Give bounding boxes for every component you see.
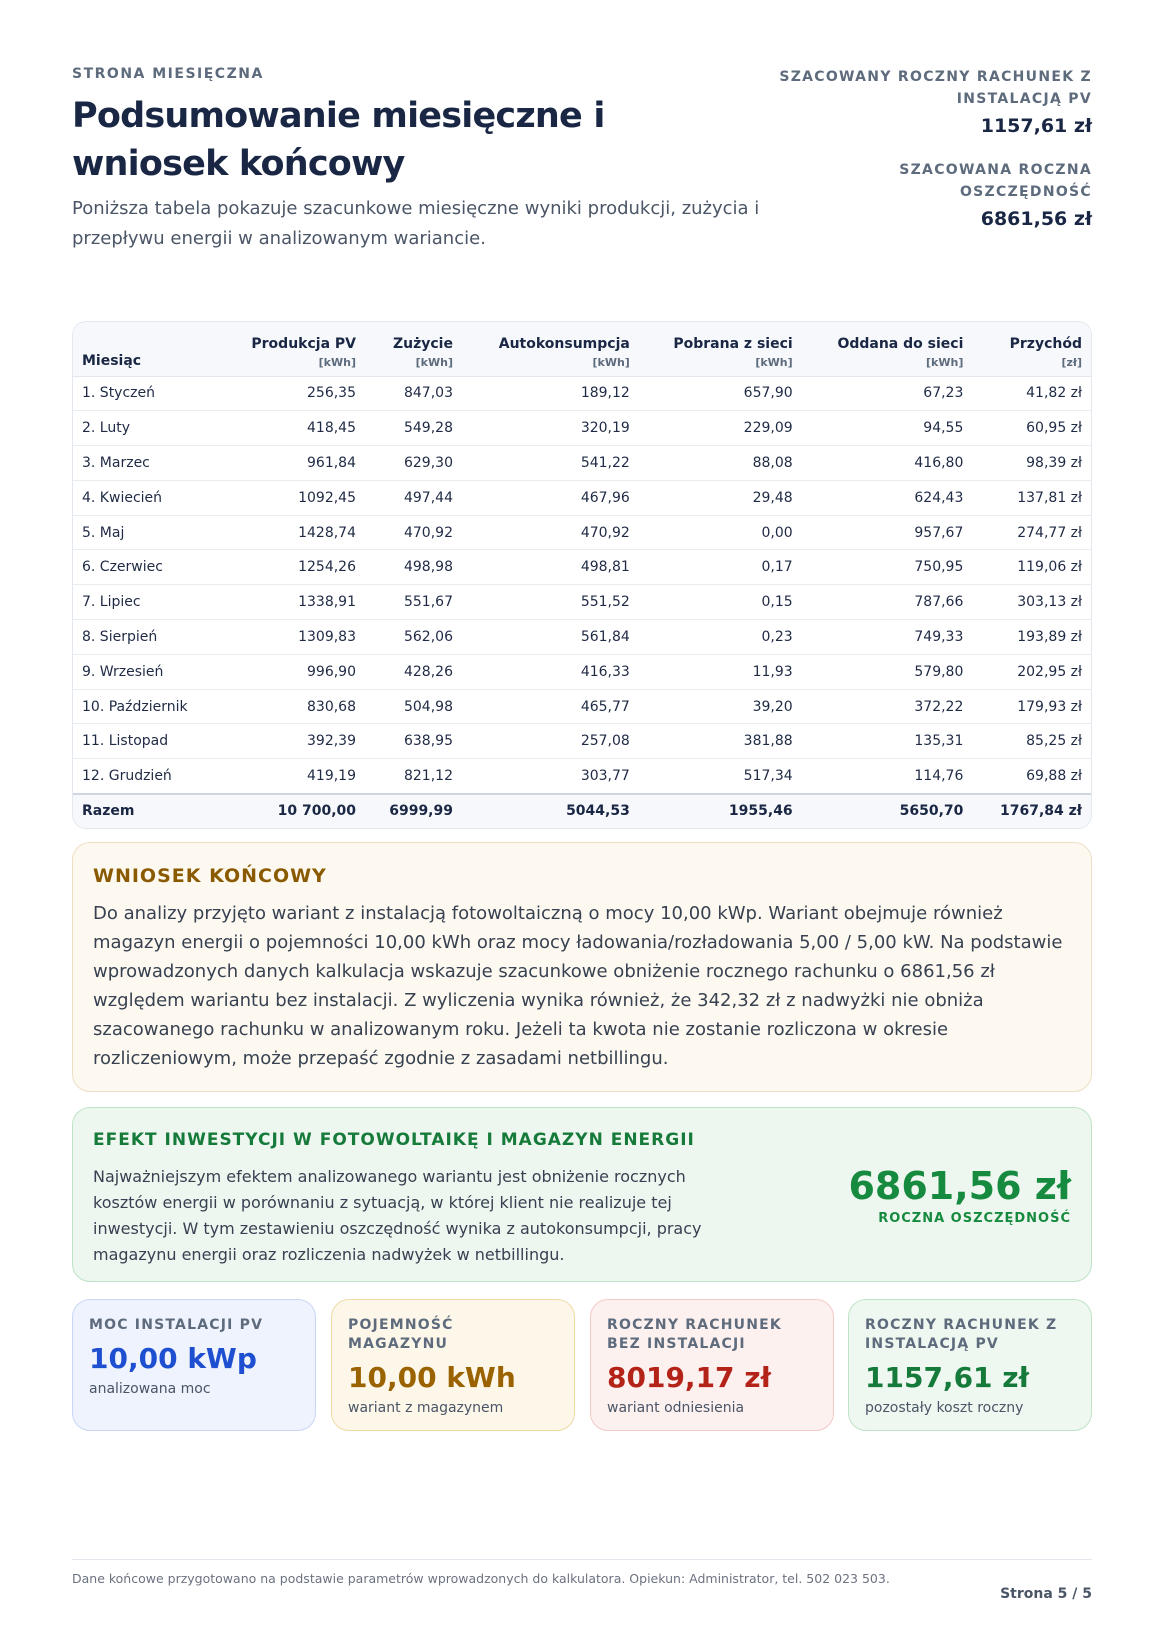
total-cell: 1955,46	[639, 794, 802, 828]
page-eyebrow: STRONA MIESIĘCZNA	[72, 66, 264, 82]
table-row	[73, 585, 1091, 620]
value-cell: 189,12	[462, 376, 639, 411]
kpi-card-pv-power	[72, 1299, 316, 1431]
value-cell: 88,08	[639, 446, 802, 481]
table-row	[73, 654, 1091, 689]
value-cell: 179,93 zł	[972, 689, 1091, 724]
column-header: Oddana do sieci [kWh]	[802, 322, 973, 376]
value-cell: 551,52	[462, 585, 639, 620]
value-cell: 41,82 zł	[972, 376, 1091, 411]
value-cell: 0,17	[639, 550, 802, 585]
table-row	[73, 689, 1091, 724]
effect-text: Najważniejszym efektem analizowanego wariantu jest obniżenie rocznych kosztów energii w porównaniu z sytuacją, w której klient nie realizuje tej inwestycji. W tym zestawieniu oszczędność wynika z autokonsumpcji, pracy magazynu energii oraz rozliczenia nadwyżek w netbillingu.	[93, 1167, 702, 1264]
footer-note: Dane końcowe przygotowano na podstawie parametrów wprowadzonych do kalkulatora. Opiekun: Administrator, tel. 502 023 503.	[72, 1571, 890, 1586]
value-cell: 657,90	[639, 376, 802, 411]
value-cell: 821,12	[365, 759, 462, 794]
effect-caption: ROCZNA OSZCZĘDNOŚĆ	[878, 1211, 1071, 1226]
value-cell: 94,55	[802, 411, 973, 446]
value-cell: 504,98	[365, 689, 462, 724]
column-header: Przychód [zł]	[972, 322, 1091, 376]
month-cell: 9. Wrzesień	[73, 654, 220, 689]
value-cell: 69,88 zł	[972, 759, 1091, 794]
page-title: Podsumowanie miesięczne i wniosek końcowy	[72, 96, 605, 184]
month-cell: 7. Lipiec	[73, 585, 220, 620]
kpi-card-storage	[331, 1299, 575, 1431]
kpi-caption: wariant z magazynem	[348, 1400, 504, 1416]
value-cell: 39,20	[639, 689, 802, 724]
value-cell: 303,13 zł	[972, 585, 1091, 620]
effect-highlight	[848, 1163, 1071, 1226]
table-row	[73, 550, 1091, 585]
table-row	[73, 411, 1091, 446]
kpi-label: POJEMNOŚĆ MAGAZYNU	[348, 1317, 454, 1352]
value-cell: 541,22	[462, 446, 639, 481]
value-cell: 98,39 zł	[972, 446, 1091, 481]
value-cell: 193,89 zł	[972, 620, 1091, 655]
kpi-caption: pozostały koszt roczny	[865, 1400, 1024, 1416]
annual-bill-label: SZACOWANY ROCZNY RACHUNEK Z INSTALACJĄ PV	[779, 69, 1092, 107]
value-cell: 562,06	[365, 620, 462, 655]
total-cell: 1767,84 zł	[972, 794, 1091, 828]
value-cell: 579,80	[802, 654, 973, 689]
value-cell: 750,95	[802, 550, 973, 585]
page	[72, 0, 1092, 1638]
page-number: Strona 5 / 5	[1000, 1586, 1092, 1602]
kpi-value: 8019,17 zł	[607, 1361, 771, 1394]
value-cell: 497,44	[365, 480, 462, 515]
page-subtitle: Poniższa tabela pokazuje szacunkowe miesięczne wyniki produkcji, zużycia i przepływu energii w analizowanym wariancie.	[72, 198, 760, 249]
kpi-value: 10,00 kWp	[89, 1342, 257, 1375]
kpi-label: MOC INSTALACJI PV	[89, 1317, 264, 1333]
kpi-value: 1157,61 zł	[865, 1361, 1029, 1394]
value-cell: 416,33	[462, 654, 639, 689]
value-cell: 137,81 zł	[972, 480, 1091, 515]
table-row	[73, 515, 1091, 550]
total-cell: 10 700,00	[220, 794, 365, 828]
kpi-value: 10,00 kWh	[348, 1361, 516, 1394]
month-cell: 1. Styczeń	[73, 376, 220, 411]
value-cell: 551,67	[365, 585, 462, 620]
value-cell: 60,95 zł	[972, 411, 1091, 446]
value-cell: 996,90	[220, 654, 365, 689]
value-cell: 229,09	[639, 411, 802, 446]
value-cell: 257,08	[462, 724, 639, 759]
table-row	[73, 724, 1091, 759]
value-cell: 549,28	[365, 411, 462, 446]
kpi-caption: analizowana moc	[89, 1381, 211, 1397]
month-cell: 11. Listopad	[73, 724, 220, 759]
month-cell: 12. Grudzień	[73, 759, 220, 794]
value-cell: 418,45	[220, 411, 365, 446]
column-header: Autokonsumpcja [kWh]	[462, 322, 639, 376]
table-row	[73, 759, 1091, 794]
value-cell: 961,84	[220, 446, 365, 481]
value-cell: 274,77 zł	[972, 515, 1091, 550]
page-footer	[72, 1559, 1092, 1602]
table-row	[73, 620, 1091, 655]
table-total-row	[73, 794, 1091, 828]
column-header: Zużycie [kWh]	[365, 322, 462, 376]
kpi-caption: wariant odniesienia	[607, 1400, 745, 1416]
value-cell: 11,93	[639, 654, 802, 689]
conclusion-title: WNIOSEK KOŃCOWY	[93, 865, 327, 887]
total-cell: 5650,70	[802, 794, 973, 828]
value-cell: 465,77	[462, 689, 639, 724]
annual-savings-value: 6861,56 zł	[980, 208, 1092, 230]
value-cell: 1254,26	[220, 550, 365, 585]
total-cell: 5044,53	[462, 794, 639, 828]
value-cell: 0,00	[639, 515, 802, 550]
value-cell: 381,88	[639, 724, 802, 759]
kpi-card-bill-with	[848, 1299, 1092, 1431]
column-header: Produkcja PV [kWh]	[220, 322, 365, 376]
value-cell: 1309,83	[220, 620, 365, 655]
month-cell: 3. Marzec	[73, 446, 220, 481]
month-cell: 8. Sierpień	[73, 620, 220, 655]
value-cell: 498,98	[365, 550, 462, 585]
month-cell: 6. Czerwiec	[73, 550, 220, 585]
column-header: Pobrana z sieci [kWh]	[639, 322, 802, 376]
monthly-table	[72, 321, 1092, 829]
value-cell: 749,33	[802, 620, 973, 655]
total-cell: 6999,99	[365, 794, 462, 828]
value-cell: 67,23	[802, 376, 973, 411]
value-cell: 498,81	[462, 550, 639, 585]
page-header	[72, 66, 1092, 266]
value-cell: 847,03	[365, 376, 462, 411]
value-cell: 787,66	[802, 585, 973, 620]
value-cell: 256,35	[220, 376, 365, 411]
table-body	[73, 376, 1091, 794]
kpi-label: ROCZNY RACHUNEK BEZ INSTALACJI	[607, 1317, 782, 1352]
month-cell: 2. Luty	[73, 411, 220, 446]
table-row	[73, 376, 1091, 411]
value-cell: 303,77	[462, 759, 639, 794]
value-cell: 416,80	[802, 446, 973, 481]
value-cell: 561,84	[462, 620, 639, 655]
value-cell: 135,31	[802, 724, 973, 759]
kpi-label: ROCZNY RACHUNEK Z INSTALACJĄ PV	[865, 1317, 1058, 1352]
value-cell: 629,30	[365, 446, 462, 481]
table-row	[73, 446, 1091, 481]
table-header-row	[73, 322, 1091, 376]
value-cell: 470,92	[365, 515, 462, 550]
value-cell: 372,22	[802, 689, 973, 724]
value-cell: 119,06 zł	[972, 550, 1091, 585]
column-header: Miesiąc	[73, 322, 220, 376]
value-cell: 0,23	[639, 620, 802, 655]
total-cell: Razem	[73, 794, 220, 828]
effect-value: 6861,56 zł	[848, 1164, 1071, 1208]
conclusion-text: Do analizy przyjęto wariant z instalacją fotowoltaiczną o mocy 10,00 kWp. Wariant obejmuje również magazyn energii o pojemności 10,00 kWh oraz mocy ładowania/rozładowania 5,00 / 5,00 kW. Na podstawie wprowadzonych danych kalkulacja wskazuje szacunkowe obniżenie rocznego rachunku o 6861,56 zł względem wariantu bez instalacji. Z wyliczenia wynika również, że 342,32 zł z nadwyżki nie obniża szacowanego rachunku w analizowanym roku. Jeżeli ta kwota nie zostanie rozliczona w okresie rozliczeniowym, może przepaść zgodnie z zasadami netbillingu.	[93, 903, 1063, 1069]
value-cell: 202,95 zł	[972, 654, 1091, 689]
value-cell: 428,26	[365, 654, 462, 689]
value-cell: 419,19	[220, 759, 365, 794]
value-cell: 0,15	[639, 585, 802, 620]
value-cell: 1428,74	[220, 515, 365, 550]
kpi-cards	[72, 1299, 1092, 1431]
investment-effect-panel	[72, 1107, 1092, 1282]
annual-bill-value: 1157,61 zł	[980, 115, 1092, 137]
value-cell: 85,25 zł	[972, 724, 1091, 759]
value-cell: 467,96	[462, 480, 639, 515]
effect-title: EFEKT INWESTYCJI W FOTOWOLTAIKĘ I MAGAZYN ENERGII	[93, 1130, 695, 1150]
conclusion-panel	[72, 842, 1092, 1092]
table-row	[73, 480, 1091, 515]
value-cell: 1092,45	[220, 480, 365, 515]
header-summary	[772, 66, 1092, 232]
month-cell: 4. Kwiecień	[73, 480, 220, 515]
value-cell: 830,68	[220, 689, 365, 724]
value-cell: 624,43	[802, 480, 973, 515]
month-cell: 10. Październik	[73, 689, 220, 724]
value-cell: 957,67	[802, 515, 973, 550]
annual-savings-label: SZACOWANA ROCZNA OSZCZĘDNOŚĆ	[899, 162, 1092, 200]
value-cell: 638,95	[365, 724, 462, 759]
value-cell: 517,34	[639, 759, 802, 794]
value-cell: 392,39	[220, 724, 365, 759]
value-cell: 470,92	[462, 515, 639, 550]
value-cell: 29,48	[639, 480, 802, 515]
value-cell: 1338,91	[220, 585, 365, 620]
kpi-card-bill-without	[590, 1299, 834, 1431]
value-cell: 114,76	[802, 759, 973, 794]
month-cell: 5. Maj	[73, 515, 220, 550]
value-cell: 320,19	[462, 411, 639, 446]
